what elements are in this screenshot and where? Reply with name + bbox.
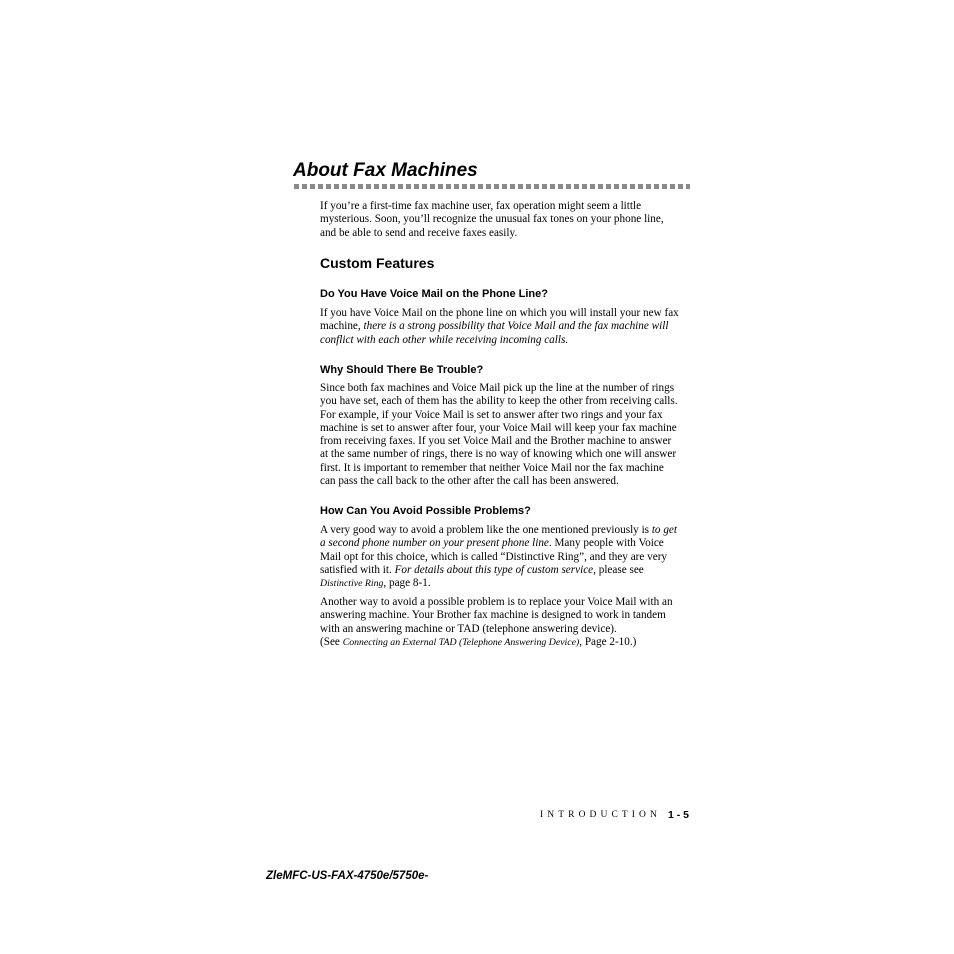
section-heading-custom-features: Custom Features bbox=[320, 255, 435, 271]
paragraph-line: you have set, each of them has the ability to keep the other from receiving calls. bbox=[320, 395, 678, 408]
paragraph-line bbox=[320, 524, 690, 537]
plain-text: satisfied with it. bbox=[320, 563, 395, 576]
paragraph-line bbox=[320, 537, 690, 550]
plain-text: , Page 2-10.) bbox=[579, 635, 637, 648]
plain-text: please see bbox=[595, 563, 644, 576]
plain-text: A very good way to avoid a problem like the one mentioned previously is bbox=[320, 524, 652, 536]
paragraph-line: first. It is important to remember that neither Voice Mail nor the fax machine bbox=[320, 461, 664, 474]
plain-text: , page 8-1. bbox=[383, 577, 431, 590]
paragraph-line: Another way to avoid a possible problem is to replace your Voice Mail with an bbox=[320, 596, 673, 608]
subheading-voice-mail: Do You Have Voice Mail on the Phone Line? bbox=[320, 288, 548, 300]
paragraph-line bbox=[320, 320, 690, 333]
paragraph-line: can pass the call back to the other after the call has been answered. bbox=[320, 475, 619, 488]
paragraph-line bbox=[320, 636, 690, 649]
model-code: ZleMFC-US-FAX-4750e/5750e- bbox=[266, 870, 429, 882]
paragraph-line: answering machine. Your Brother fax machine is designed to work in tandem bbox=[320, 609, 666, 622]
avoid-paragraph-1 bbox=[320, 524, 690, 590]
plain-text: (See bbox=[320, 635, 343, 648]
plain-text: . Many people with Voice bbox=[548, 537, 664, 550]
paragraph-line: with an answering machine or TAD (telephone answering device). bbox=[320, 622, 617, 635]
cross-reference-link: Distinctive Ring bbox=[320, 578, 384, 590]
plain-text: machine, bbox=[320, 320, 364, 333]
paragraph-line: from receiving faxes. If you set Voice Mail and the Brother machine to answer bbox=[320, 435, 672, 448]
paragraph-line bbox=[320, 334, 690, 347]
subheading-trouble: Why Should There Be Trouble? bbox=[320, 364, 484, 376]
voice-mail-paragraph bbox=[320, 307, 690, 347]
emphasis-text: a second phone number on your present phone line bbox=[320, 537, 549, 550]
paragraph-line bbox=[320, 564, 690, 577]
cross-reference-link: Connecting an External TAD (Telephone Answering Device) bbox=[342, 636, 580, 648]
footer-page-number: 1 - 5 bbox=[668, 809, 690, 821]
avoid-paragraph-2 bbox=[320, 596, 690, 649]
subheading-avoid-problems: How Can You Avoid Possible Problems? bbox=[320, 505, 531, 517]
trouble-paragraph bbox=[320, 382, 690, 488]
paragraph-line: Mail opt for this choice, which is called “Distinctive Ring”, and they are very bbox=[320, 550, 668, 563]
emphasis-text: conflict with each other while receiving incoming calls. bbox=[320, 333, 569, 346]
paragraph-line: machine is set to answer after four, your Voice Mail will keep your fax machine bbox=[320, 421, 677, 434]
emphasis-text: For details about this type of custom service, bbox=[394, 563, 596, 576]
title-dotted-rule bbox=[294, 184, 690, 189]
paragraph-line: For example, if your Voice Mail is set to answer after two rings and your fax bbox=[320, 408, 663, 421]
emphasis-text: to get bbox=[651, 524, 677, 536]
emphasis-text: there is a strong possibility that Voice Mail and the fax machine will bbox=[363, 320, 669, 333]
intro-line: If you’re a first-time fax machine user, fax operation might seem a little bbox=[320, 200, 642, 212]
intro-line: and be able to send and receive faxes easily. bbox=[320, 226, 518, 239]
paragraph-line bbox=[320, 577, 690, 590]
footer-section-name: INTRODUCTION bbox=[540, 810, 661, 820]
paragraph-line: If you have Voice Mail on the phone line on which you will install your new fax bbox=[320, 307, 679, 319]
intro-line: mysterious. Soon, you’ll recognize the unusual fax tones on your phone line, bbox=[320, 213, 664, 226]
paragraph-line: at the same number of rings, there is no way of knowing which one will answer bbox=[320, 448, 677, 461]
page-title: About Fax Machines bbox=[293, 160, 478, 181]
intro-paragraph bbox=[320, 200, 690, 240]
paragraph-line: Since both fax machines and Voice Mail pick up the line at the number of rings bbox=[320, 382, 675, 394]
